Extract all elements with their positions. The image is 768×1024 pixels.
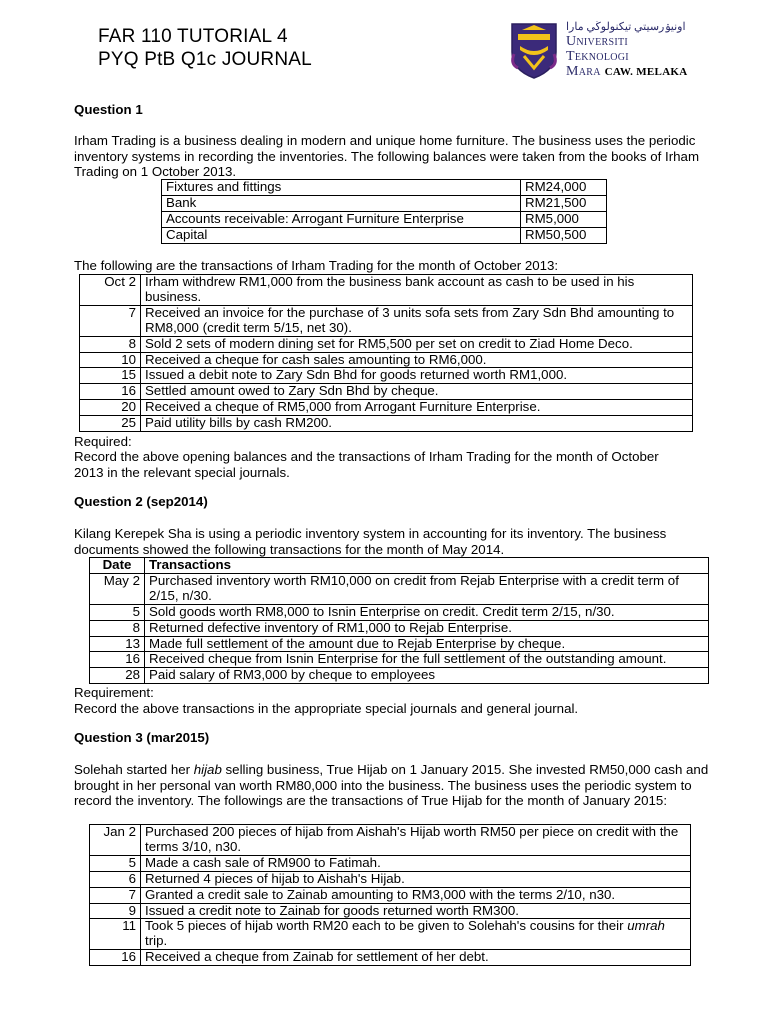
table-row [90,887,691,903]
balance-item: Fixtures and fittings [162,180,521,196]
trans-text: Sold 2 sets of modern dining set for RM5,500 per set on credit to Ziad Home Deco. [141,336,693,352]
trans-date: Jan 2 [90,825,141,856]
q3-intro-a: Solehah started her [74,762,194,777]
trans-text: Paid utility bills by cash RM200. [141,416,693,432]
trans-date: 13 [90,636,145,652]
trans-text: Irham withdrew RM1,000 from the business bank account as cash to be used in his business. [141,275,693,306]
trans-text: Received cheque from Isnin Enterprise for the full settlement of the outstanding amount. [145,652,709,668]
table-row [90,825,691,856]
table-row [162,211,607,227]
trans-text-b: trip. [145,933,168,949]
q3-heading: Question 3 (mar2015) [74,730,210,745]
q1-balances-table [161,179,607,244]
trans-text: Issued a credit note to Zainab for goods returned worth RM300. [141,903,691,919]
q1-intro: Irham Trading is a business dealing in modern and unique home furniture. The business uses the periodic inventory systems in recording the inventories. The following balances were taken from the books of Irham Trading on 1 October 2013. [74,133,700,180]
table-row [80,416,693,432]
trans-text: Returned defective inventory of RM1,000 to Rejab Enterprise. [145,620,709,636]
q2-heading: Question 2 (sep2014) [74,494,208,509]
trans-text: Received a cheque for cash sales amounting to RM6,000. [141,352,693,368]
table-row [90,620,709,636]
balance-item: Capital [162,227,521,243]
table-row [80,352,693,368]
trans-text-a: Took 5 pieces of hijab worth RM20 each to be given to Solehah's cousins for their [145,918,628,934]
q1-heading: Question 1 [74,102,143,117]
logo-jawi: اونيۏرسيتي تيكنولوڬي مارا [566,21,686,33]
q3-transactions-table [89,824,691,966]
university-logo [508,20,718,90]
table-row [80,368,693,384]
page-subtitle: PYQ PtB Q1c JOURNAL [98,49,312,70]
crest-icon [508,20,560,80]
trans-date: 5 [90,855,141,871]
table-row [90,573,709,604]
trans-text: Purchased inventory worth RM10,000 on credit from Rejab Enterprise with a credit term of 2/15, n/30. [145,573,709,604]
trans-date: 10 [80,352,141,368]
trans-text: Received a cheque from Zainab for settlement of her debt. [141,950,691,966]
logo-campus: CAW. MELAKA [604,66,688,78]
q2-intro: Kilang Kerepek Sha is using a periodic inventory system in accounting for its inventory. The business documents showed the following transactions for the month of May 2014. [74,526,667,557]
table-row [90,652,709,668]
trans-text-italic: umrah [627,918,665,934]
trans-date: 6 [90,871,141,887]
col-header-date: Date [90,558,145,574]
trans-date: 15 [80,368,141,384]
trans-date: 11 [90,919,141,950]
trans-date: 16 [90,950,141,966]
trans-date: 8 [80,336,141,352]
trans-date: 20 [80,400,141,416]
table-row [90,558,709,574]
trans-text: Received an invoice for the purchase of 3 units sofa sets from Zary Sdn Bhd amounting to RM8,000 (credit term 5/15, net 30). [141,305,693,336]
trans-date: 25 [80,416,141,432]
trans-text: Settled amount owed to Zary Sdn Bhd by cheque. [141,384,693,400]
table-row [162,180,607,196]
q1-trans-intro: The following are the transactions of Irham Trading for the month of October 2013: [74,258,559,273]
table-row [162,195,607,211]
table-row [90,950,691,966]
trans-date: 5 [90,604,145,620]
balance-amount: RM50,500 [521,227,607,243]
trans-date: May 2 [90,573,145,604]
q1-required-text: Record the above opening balances and the transactions of Irham Trading for the month of October 2013 in the relevant special journals. [74,449,659,480]
table-row [80,400,693,416]
trans-text [141,919,691,950]
q2-transactions-table [89,557,709,684]
logo-line3: Mara [566,64,601,79]
q3-intro-b: selling business, True Hijab on 1 January 2015. She invested RM50,000 cash and brought in her personal van worth RM80,000 into the business. The business uses the periodic system to record the inventory. The followings are the transactions of True Hijab for the month of January 2015: [74,762,709,809]
table-row [80,384,693,400]
logo-line2: Teknologi [566,49,629,64]
trans-text: Received a cheque of RM5,000 from Arrogant Furniture Enterprise. [141,400,693,416]
trans-text: Returned 4 pieces of hijab to Aishah's Hijab. [141,871,691,887]
table-row [90,871,691,887]
q3-intro [74,762,714,809]
table-row [80,275,693,306]
balance-amount: RM5,000 [521,211,607,227]
trans-text: Issued a debit note to Zary Sdn Bhd for goods returned worth RM1,000. [141,368,693,384]
balance-item: Accounts receivable: Arrogant Furniture Enterprise [162,211,521,227]
trans-text: Paid salary of RM3,000 by cheque to employees [145,668,709,684]
q1-required-label: Required: [74,434,132,449]
trans-date: 9 [90,903,141,919]
table-row [162,227,607,243]
table-row [90,855,691,871]
logo-line3-wrap [566,64,688,80]
q1-transactions-table [79,274,693,432]
balance-amount: RM24,000 [521,180,607,196]
table-row [90,919,691,950]
trans-text: Granted a credit sale to Zainab amounting to RM3,000 with the terms 2/10, n30. [141,887,691,903]
table-row [90,903,691,919]
trans-date: 8 [90,620,145,636]
table-row [90,636,709,652]
table-row [90,668,709,684]
trans-date: 16 [90,652,145,668]
table-row [80,336,693,352]
trans-date: 7 [90,887,141,903]
balance-item: Bank [162,195,521,211]
col-header-transactions: Transactions [145,558,709,574]
balance-amount: RM21,500 [521,195,607,211]
trans-text: Made a cash sale of RM900 to Fatimah. [141,855,691,871]
trans-date: 7 [80,305,141,336]
q2-required-label: Requirement: [74,685,154,700]
logo-line1: Universiti [566,34,628,49]
trans-text: Made full settlement of the amount due to Rejab Enterprise by cheque. [145,636,709,652]
q2-required-text: Record the above transactions in the appropriate special journals and general journal. [74,701,579,716]
trans-date: 16 [80,384,141,400]
page-title: FAR 110 TUTORIAL 4 [98,26,288,47]
trans-date: Oct 2 [80,275,141,306]
table-row [90,604,709,620]
trans-text: Sold goods worth RM8,000 to Isnin Enterprise on credit. Credit term 2/15, n/30. [145,604,709,620]
table-row [80,305,693,336]
q3-intro-italic: hijab [193,762,222,777]
trans-text: Purchased 200 pieces of hijab from Aishah's Hijab worth RM50 per piece on credit with the terms 3/10, n30. [141,825,691,856]
trans-date: 28 [90,668,145,684]
